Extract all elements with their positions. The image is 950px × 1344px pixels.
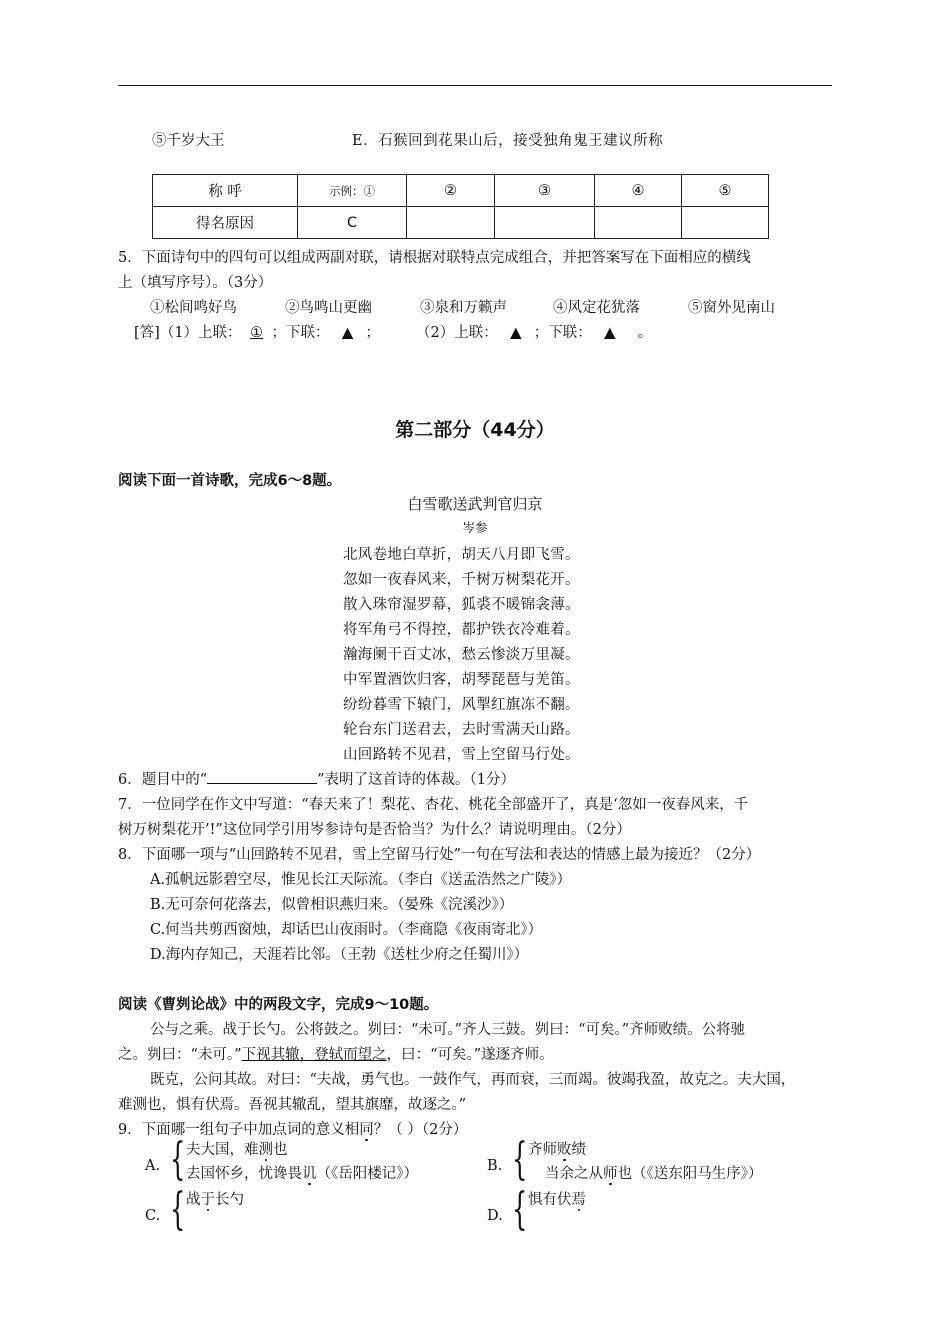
text: 惧有伏 [528, 1192, 572, 1208]
table-header-cell: ② [407, 175, 495, 207]
q4-item-5-name: ⑤千岁大王 [152, 133, 225, 149]
table-header-cell: ④ [595, 175, 682, 207]
q9-option-c-brace: { [170, 1184, 186, 1235]
q5-option-3: ③泉和万籁声 [420, 300, 507, 316]
text: 夫大国，难 [186, 1142, 259, 1158]
q9-stem-a: 9．下面哪一组句子中加点词的意义相 [118, 1122, 360, 1138]
poem-line: 忽如一夜春风来，千树万树梨花开。 [343, 572, 580, 588]
q8-option-a[interactable]: A.孤帆远影碧空尽，惟见长江天际流。（李白《送孟浩然之广陵》） [150, 872, 572, 888]
poem-line: 散入珠帘湿罗幕，狐裘不暖锦衾薄。 [343, 597, 580, 613]
q4-answer-table [152, 174, 769, 239]
dotted-word: 焉 [571, 1192, 586, 1208]
q5-down-label-1: ；下联： [271, 325, 330, 341]
poem-line: 中军置酒饮归客，胡琴琵琶与羌笛。 [343, 672, 580, 688]
q9-option-a-line1 [186, 1138, 288, 1159]
q9-option-c-label[interactable]: C. [145, 1208, 161, 1224]
prose-p2-line2: 难测也，惧有伏焉。吾视其辙乱，望其旗靡，故逐之。” [118, 1097, 467, 1113]
q8-option-c[interactable]: C.何当共剪西窗烛，却话巴山夜雨时。（李商隐《夜雨寄北》） [150, 922, 543, 938]
q9-option-d-brace: { [512, 1184, 528, 1235]
q6-line [118, 768, 515, 789]
q9-stem-b: ？（ ）（2分） [373, 1122, 468, 1138]
text: 长勺 [215, 1192, 244, 1208]
q9-option-a-brace: { [170, 1134, 186, 1185]
q5-sep: ； [365, 325, 381, 341]
dotted-word: 师 [603, 1166, 618, 1182]
q9-stem-dotted: 同 [359, 1122, 374, 1138]
table-cell[interactable] [682, 207, 769, 239]
q8-option-d[interactable]: D.海内存知己，天涯若比邻。（王勃《送杜少府之任蜀川》） [150, 947, 529, 963]
prose-p1-text-b: ，曰：“可矣。”遂逐齐师。 [386, 1047, 554, 1063]
prose-p1-line2 [118, 1043, 554, 1064]
q5-part2-label: （2）上联： [416, 325, 498, 341]
q9-option-a-line2 [186, 1162, 418, 1183]
q7-line2: 树万树梨花开’!”这位同学引用岑参诗句是否恰当？为什么？请说明理由。（2分） [118, 822, 631, 838]
poem-line: 北风卷地白草折，胡天八月即飞雪。 [343, 547, 580, 563]
q5-option-5: ⑤窗外见南山 [688, 300, 775, 316]
q8-option-b[interactable]: B.无可奈何花落去，似曾相识燕归来。（晏殊《浣溪沙》） [150, 897, 514, 913]
q5-down-label-2: ；下联： [533, 325, 592, 341]
table-row [153, 207, 769, 239]
poem-line: 轮台东门送君去，去时雪满天山路。 [343, 722, 580, 738]
text: （《岳阳楼记》） [316, 1166, 418, 1182]
q9-option-d-line1 [528, 1188, 586, 1209]
poem-line: 瀚海阑干百丈冰，愁云惨淡万里凝。 [343, 647, 580, 663]
q5-answer-line [134, 321, 652, 342]
dotted-word: 讥 [302, 1166, 317, 1182]
q9-option-a-label[interactable]: A. [145, 1158, 161, 1174]
q9-option-c-line1 [186, 1188, 244, 1209]
text: 也 [273, 1142, 288, 1158]
q8-stem: 8．下面哪一项与“山回路转不见君，雪上空留马行处”一句在写法和表达的情感上最为接近？（2分） [118, 847, 761, 863]
poem-line: 山回路转不见君，雪上空留马行处。 [343, 747, 580, 763]
q4-item-5-desc: E．石猴回到花果山后，接受独角鬼王建议所称 [352, 133, 664, 149]
poem-line: 纷纷暮雪下辕门，风掣红旗冻不翻。 [343, 697, 580, 713]
prose-underlined-sentence: 下视其辙，登轼而望之 [241, 1047, 387, 1063]
q5-option-2: ②鸟鸣山更幽 [285, 300, 372, 316]
header-rule [118, 85, 832, 86]
prose-instruction: 阅读《曹刿论战》中的两段文字，完成9～10题。 [118, 997, 439, 1013]
table-header-cell: ⑤ [682, 175, 769, 207]
poem-author: 岑参 [462, 520, 488, 535]
text: 战 [186, 1192, 201, 1208]
prose-p1-line1: 公与之乘。战于长勺。公将鼓之。刿曰：“未可。”齐人三鼓。刿曰：“可矣。”齐师败绩。公将驰 [150, 1022, 746, 1038]
part2-title: 第二部分（44分） [395, 419, 555, 441]
text: 也（《送东阳马生序》） [617, 1166, 763, 1182]
q5-option-1: ①松间鸣好鸟 [150, 300, 237, 316]
table-row [153, 175, 769, 207]
poem-instruction: 阅读下面一首诗歌，完成6～8题。 [118, 473, 342, 489]
dotted-word: 败 [557, 1142, 572, 1158]
table-cell[interactable] [495, 207, 595, 239]
poem-title: 白雪歌送武判官归京 [407, 495, 543, 513]
q9-option-b-line2 [545, 1162, 763, 1183]
poem-line: 将军角弓不得控，都护铁衣冷难着。 [343, 622, 580, 638]
table-cell[interactable] [407, 207, 495, 239]
q9-option-d-label[interactable]: D. [487, 1208, 503, 1224]
prose-p1-text-a: 之。刿曰：“未可。” [118, 1047, 242, 1063]
text: 去国怀乡，忧谗畏 [186, 1166, 302, 1182]
q9-option-b-line1 [528, 1138, 586, 1159]
table-cell: C [298, 207, 407, 239]
table-header-cell: 称 呼 [153, 175, 298, 207]
q5-answer-blank-2[interactable]: ▲ [341, 325, 354, 341]
q6-suffix: ”表明了这首诗的体裁。（1分） [317, 772, 516, 788]
q6-answer-blank[interactable] [207, 771, 317, 784]
text: 当余之从 [545, 1166, 603, 1182]
q6-prefix: 6．题目中的“ [118, 772, 208, 788]
table-header-cell: 示例：① [298, 175, 407, 207]
dotted-word: 测 [258, 1142, 273, 1158]
table-cell[interactable] [595, 207, 682, 239]
q5-answer-blank-4[interactable]: ▲ [604, 325, 616, 341]
prose-p2-line1: 既克，公问其故。对曰：“夫战，勇气也。一鼓作气，再而衰，三而竭。彼竭我盈，故克之。夫大国， [150, 1072, 796, 1088]
text: 齐师 [528, 1142, 557, 1158]
q9-option-b-brace: { [512, 1134, 528, 1185]
q5-answer-blank-1[interactable]: ① [250, 325, 264, 341]
q9-option-b-label[interactable]: B. [487, 1158, 503, 1174]
q7-line1: 7．一位同学在作文中写道：“春天来了！梨花、杏花、桃花全部盛开了，真是‘忽如一夜春风来，千 [118, 797, 749, 813]
q5-stem-line2: 上（填写序号）。（3分） [118, 275, 273, 291]
q5-answer-prefix: [答]（1）上联： [134, 325, 242, 341]
q5-stem-line1: 5．下面诗句中的四句可以组成两副对联，请根据对联特点完成组合，并把答案写在下面相应的横线 [118, 250, 751, 266]
q5-option-4: ④风定花犹落 [553, 300, 640, 316]
q5-answer-blank-3[interactable]: ▲ [510, 325, 522, 341]
text: 绩 [571, 1142, 586, 1158]
q5-end: 。 [637, 325, 653, 341]
dotted-word: 于 [200, 1192, 215, 1208]
table-cell: 得名原因 [153, 207, 298, 239]
table-header-cell: ③ [495, 175, 595, 207]
